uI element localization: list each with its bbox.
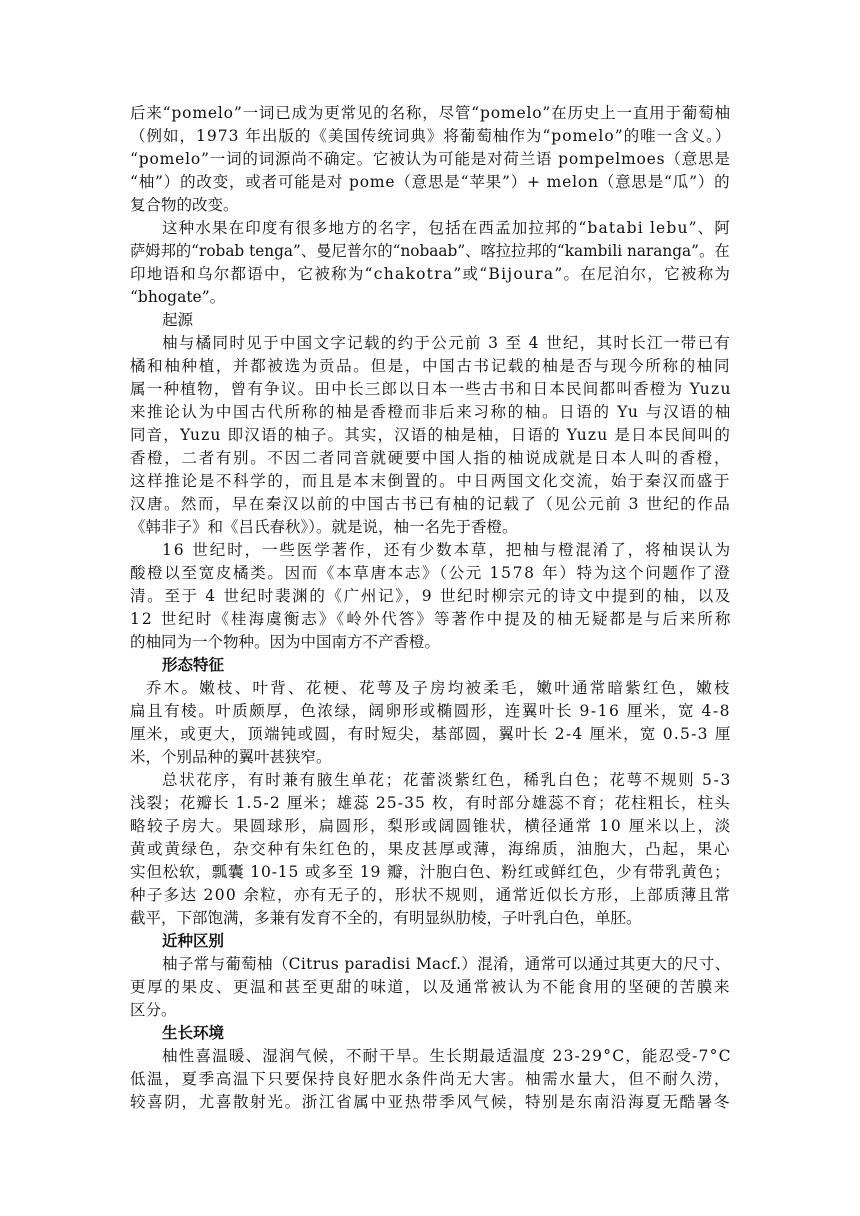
text-line: 12 世纪时《桂海虞衡志》《岭外代答》等著作中提及的柚无疑都是与后来所称 [130,610,733,628]
text-line: 柚性喜温暖、湿润气候，不耐干旱。生长期最适温度 23-29°C，能忍受-7°C [162,1047,732,1065]
text-line: 同音，Yuzu 即汉语的柚子。其实，汉语的柚是柚，日语的 Yuzu 是日本民间叫的 [130,426,731,444]
section-heading: 近种区别 [162,931,225,950]
section-heading: 生长环境 [162,1023,225,1042]
text-line: “bhogate”。 [130,288,226,306]
section-heading: 形态特征 [162,655,225,674]
text-line: 后来“pomelo”一词已成为更常见的名称，尽管“pomelo”在历史上一直用于葡萄柚 [130,104,731,122]
text-line: 这样推论是不科学的，而且是本末倒置的。中日两国文化交流，始于秦汉而盛于 [130,472,732,490]
text-line: “柚”）的改变，或者可能是对 pome（意思是“苹果”）+ melon（意思是“瓜”）的 [130,173,731,191]
text-line: 柚与橘同时见于中国文字记载的约于公元前 3 至 4 世纪，其时长江一带已有 [162,334,732,352]
text-line: 这种水果在印度有很多地方的名字，包括在西孟加拉邦的“batabi lebu”、阿 [162,219,731,237]
text-line: 黄或黄绿色，杂交种有朱红色的，果皮甚厚或薄，海绵质，油胞大，凸起，果心 [130,840,732,858]
text-line: 清。至于 4 世纪时裴渊的《广州记》，9 世纪时柳宗元的诗文中提到的柚，以及 [130,587,732,605]
text-line: 乔木。嫩枝、叶背、花梗、花萼及子房均被柔毛，嫩叶通常暗紫红色，嫩枝 [146,679,732,697]
text-line: 略较子房大。果圆球形，扁圆形，梨形或阔圆锥状，横径通常 10 厘米以上，淡 [130,817,732,835]
text-line: 《韩非子》和《吕氏春秋》）。就是说，柚一名先于香橙。 [130,518,518,536]
text-line: 汉唐。然而，早在秦汉以前的中国古书已有柚的记载了（见公元前 3 世纪的作品 [130,495,732,513]
text-line: 来推论认为中国古代所称的柚是香橙而非后来习称的柚。日语的 Yu 与汉语的柚 [130,403,732,421]
text-line: 浅裂；花瓣长 1.5-2 厘米；雄蕊 25-35 枚，有时部分雄蕊不育；花柱粗长，柱头 [130,794,731,812]
text-line: 截平，下部饱满，多兼有发育不全的，有明显纵肋棱，子叶乳白色，单胚。 [130,909,642,927]
text-line: 种子多达 200 余粒，亦有无子的，形状不规则，通常近似长方形，上部质薄且常 [130,886,732,904]
text-line: “pomelo”一词的词源尚不确定。它被认为可能是对荷兰语 pompelmoes（意思是 [130,150,731,168]
text-line: 萨姆邦的“robab tenga”、曼尼普尔的“nobaab”、喀拉拉邦的“kambili naranga”。在 [130,242,730,260]
text-line: 印地语和乌尔都语中，它被称为“chakotra”或“Bijoura”。在尼泊尔，它被称为 [130,265,732,283]
text-line: 实但松软，瓢囊 10-15 或多至 19 瓣，汁胞白色、粉红或鲜红色，少有带乳黄色； [130,863,731,881]
text-line: 的柚同为一个物种。因为中国南方不产香橙。 [130,633,441,651]
text-line: 米，个别品种的翼叶甚狭窄。 [130,748,332,766]
text-line: 柚子常与葡萄柚（Citrus paradisi Macf.）混淆，通常可以通过其更大的尺寸、 [162,955,731,973]
text-line: 酸橙以至宽皮橘类。因而《本草唐本志》（公元 1578 年）特为这个问题作了澄 [130,564,732,582]
text-line: （例如，1973 年出版的《美国传统词典》将葡萄柚作为“pomelo”的唯一含义。） [130,127,732,145]
text-line: 较喜阴，尤喜散射光。浙江省属中亚热带季风气候，特别是东南沿海夏无酷暑冬 [130,1093,732,1111]
text-line: 更厚的果皮、更温和甚至更甜的味道，以及通常被认为不能食用的坚硬的苦膜来 [130,978,732,996]
text-line: 总状花序，有时兼有腋生单花；花蕾淡紫红色，稀乳白色；花萼不规则 5-3 [162,771,733,789]
text-line: 复合物的改变。 [130,196,239,214]
text-line: 扁且有棱。叶质颇厚，色浓绿，阔卵形或椭圆形，连翼叶长 9-16 厘米，宽 4-8 [130,702,732,720]
text-line: 厘米，或更大，顶端钝或圆，有时短尖，基部圆，翼叶长 2-4 厘米，宽 0.5-3 厘 [130,725,732,743]
text-line: 香橙，二者有别。不因二者同音就硬要中国人指的柚说成就是日本人叫的香橙， [130,449,732,467]
text-line: 橘和柚种植，并都被选为贡品。但是，中国古书记载的柚是否与现今所称的柚同 [130,357,732,375]
text-line: 区分。 [130,1001,177,1019]
text-line: 低温，夏季高温下只要保持良好肥水条件尚无大害。柚需水量大，但不耐久涝， [130,1070,732,1088]
section-heading: 起源 [162,311,194,329]
text-line: 属一种植物，曾有争议。田中长三郎以日本一些古书和日本民间都叫香橙为 Yuzu [130,380,732,398]
text-line: 16 世纪时，一些医学著作，还有少数本草，把柚与橙混淆了，将柚误认为 [162,541,733,559]
